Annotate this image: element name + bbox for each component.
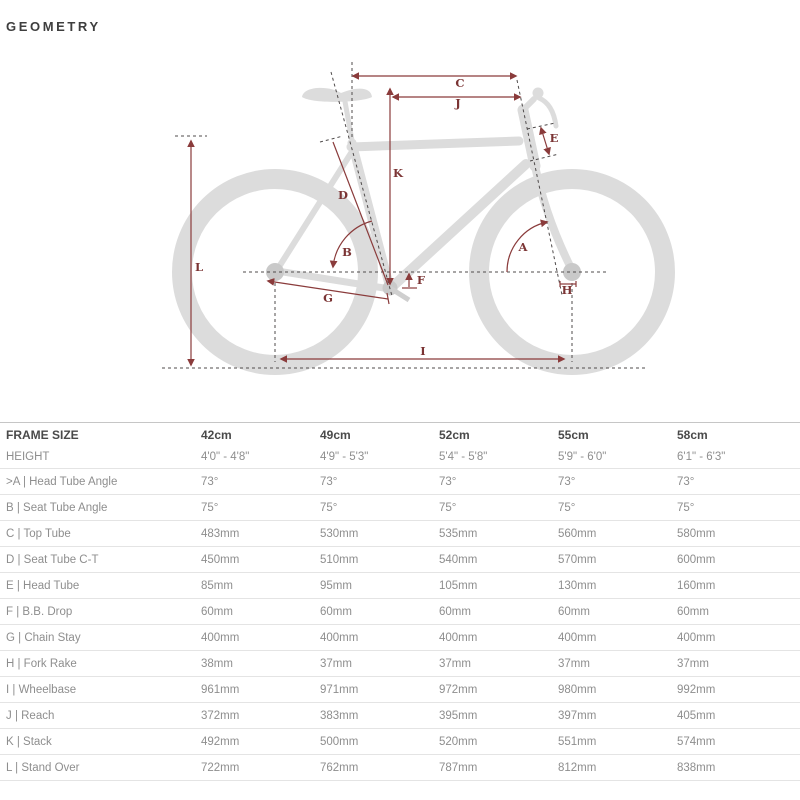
row-label: L | Stand Over bbox=[6, 761, 80, 774]
row-value: 492mm bbox=[201, 735, 240, 748]
row-value: 980mm bbox=[558, 683, 597, 696]
row-value: 560mm bbox=[558, 527, 597, 540]
row-value: 95mm bbox=[320, 579, 352, 592]
row-value: 395mm bbox=[439, 709, 478, 722]
row-value: 60mm bbox=[558, 605, 590, 618]
table-row bbox=[0, 573, 800, 599]
table-row bbox=[0, 625, 800, 651]
table-row bbox=[0, 651, 800, 677]
row-value: 60mm bbox=[201, 605, 233, 618]
height-value: 5'9" - 6'0" bbox=[558, 451, 607, 463]
row-value: 400mm bbox=[320, 631, 359, 644]
row-value: 60mm bbox=[320, 605, 352, 618]
row-value: 535mm bbox=[439, 527, 478, 540]
size-column-header: 42cm bbox=[201, 427, 232, 442]
row-label: D | Seat Tube C-T bbox=[6, 553, 99, 566]
diagram-label-l: L bbox=[194, 260, 204, 274]
row-value: 400mm bbox=[558, 631, 597, 644]
row-value: 580mm bbox=[677, 527, 716, 540]
geometry-table bbox=[0, 422, 800, 781]
row-value: 961mm bbox=[201, 683, 240, 696]
front-hub bbox=[563, 263, 581, 281]
row-value: 130mm bbox=[558, 579, 597, 592]
row-value: 450mm bbox=[201, 553, 240, 566]
table-row bbox=[0, 729, 800, 755]
row-value: 383mm bbox=[320, 709, 359, 722]
row-value: 73° bbox=[320, 475, 338, 488]
seat-tube-top-tick bbox=[320, 136, 343, 142]
diagram-label-d: D bbox=[338, 188, 348, 202]
saddle bbox=[302, 88, 372, 102]
diagram-label-e: E bbox=[549, 131, 559, 145]
row-value: 574mm bbox=[677, 735, 716, 748]
row-value: 75° bbox=[558, 501, 576, 514]
row-value: 73° bbox=[439, 475, 457, 488]
diagram-label-b: B bbox=[342, 245, 352, 259]
row-value: 75° bbox=[677, 501, 695, 514]
row-value: 73° bbox=[558, 475, 576, 488]
handlebar bbox=[539, 98, 556, 126]
frame-size-header: FRAME SIZE bbox=[6, 427, 79, 442]
height-value: 6'1" - 6'3" bbox=[677, 451, 726, 463]
row-value: 570mm bbox=[558, 553, 597, 566]
row-value: 400mm bbox=[677, 631, 716, 644]
row-value: 38mm bbox=[201, 657, 233, 670]
row-value: 160mm bbox=[677, 579, 716, 592]
measure-e-head-tube bbox=[541, 128, 549, 154]
row-value: 105mm bbox=[439, 579, 478, 592]
size-column-header: 58cm bbox=[677, 427, 708, 442]
table-row bbox=[0, 703, 800, 729]
table-row bbox=[0, 521, 800, 547]
row-value: 722mm bbox=[201, 761, 240, 774]
row-label: I | Wheelbase bbox=[6, 683, 77, 696]
height-value: 4'9" - 5'3" bbox=[320, 451, 369, 463]
row-value: 540mm bbox=[439, 553, 478, 566]
diagram-label-g: G bbox=[323, 291, 333, 305]
diagram-label-j: J bbox=[455, 96, 461, 110]
row-value: 37mm bbox=[439, 657, 471, 670]
row-value: 73° bbox=[677, 475, 695, 488]
row-value: 60mm bbox=[439, 605, 471, 618]
row-label: E | Head Tube bbox=[6, 579, 80, 592]
diagram-label-c: C bbox=[455, 76, 465, 90]
row-value: 37mm bbox=[677, 657, 709, 670]
row-value: 405mm bbox=[677, 709, 716, 722]
row-value: 73° bbox=[201, 475, 219, 488]
row-value: 762mm bbox=[320, 761, 359, 774]
row-value: 530mm bbox=[320, 527, 359, 540]
size-column-header: 49cm bbox=[320, 427, 351, 442]
table-row bbox=[0, 755, 800, 781]
page-title: GEOMETRY bbox=[6, 19, 101, 34]
row-value: 787mm bbox=[439, 761, 478, 774]
row-value: 400mm bbox=[201, 631, 240, 644]
row-value: 500mm bbox=[320, 735, 359, 748]
row-label: C | Top Tube bbox=[6, 527, 71, 540]
height-value: 4'0" - 4'8" bbox=[201, 451, 250, 463]
row-label: H | Fork Rake bbox=[6, 657, 77, 670]
row-value: 60mm bbox=[677, 605, 709, 618]
row-value: 85mm bbox=[201, 579, 233, 592]
row-value: 397mm bbox=[558, 709, 597, 722]
bike-silhouette bbox=[182, 88, 665, 366]
row-label: G | Chain Stay bbox=[6, 631, 81, 644]
row-label: >A | Head Tube Angle bbox=[6, 475, 118, 488]
row-label: K | Stack bbox=[6, 735, 52, 748]
row-value: 372mm bbox=[201, 709, 240, 722]
size-column-header: 55cm bbox=[558, 427, 589, 442]
diagram-label-k: K bbox=[393, 166, 403, 180]
row-value: 600mm bbox=[677, 553, 716, 566]
row-value: 971mm bbox=[320, 683, 359, 696]
height-value: 5'4" - 5'8" bbox=[439, 451, 488, 463]
row-value: 972mm bbox=[439, 683, 478, 696]
size-column-header: 52cm bbox=[439, 427, 470, 442]
row-label: J | Reach bbox=[6, 709, 55, 722]
row-value: 812mm bbox=[558, 761, 597, 774]
row-value: 75° bbox=[320, 501, 338, 514]
row-value: 37mm bbox=[320, 657, 352, 670]
table-row bbox=[0, 469, 800, 495]
construction-lines bbox=[162, 62, 648, 368]
diagram-label-a: A bbox=[518, 240, 528, 254]
height-row-label: HEIGHT bbox=[6, 451, 50, 463]
table-row bbox=[0, 677, 800, 703]
row-label: F | B.B. Drop bbox=[6, 605, 73, 618]
table-row bbox=[0, 495, 800, 521]
measurement-labels bbox=[195, 76, 573, 358]
row-value: 520mm bbox=[439, 735, 478, 748]
row-label: B | Seat Tube Angle bbox=[6, 501, 108, 514]
diagram-label-i: I bbox=[420, 344, 426, 358]
down-tube bbox=[392, 164, 526, 287]
table-row bbox=[0, 547, 800, 573]
diagram-label-h: H bbox=[561, 283, 573, 297]
row-value: 75° bbox=[201, 501, 219, 514]
row-value: 483mm bbox=[201, 527, 240, 540]
top-tube bbox=[351, 141, 519, 147]
row-value: 510mm bbox=[320, 553, 359, 566]
measurement-lines bbox=[191, 76, 576, 365]
row-value: 838mm bbox=[677, 761, 716, 774]
row-value: 992mm bbox=[677, 683, 716, 696]
diagram-label-f: F bbox=[416, 273, 426, 287]
table-row bbox=[0, 599, 800, 625]
row-value: 400mm bbox=[439, 631, 478, 644]
seat-post bbox=[344, 96, 353, 146]
height-row bbox=[0, 446, 800, 469]
row-value: 75° bbox=[439, 501, 457, 514]
table-header-row bbox=[0, 423, 800, 446]
row-value: 551mm bbox=[558, 735, 597, 748]
row-value: 37mm bbox=[558, 657, 590, 670]
